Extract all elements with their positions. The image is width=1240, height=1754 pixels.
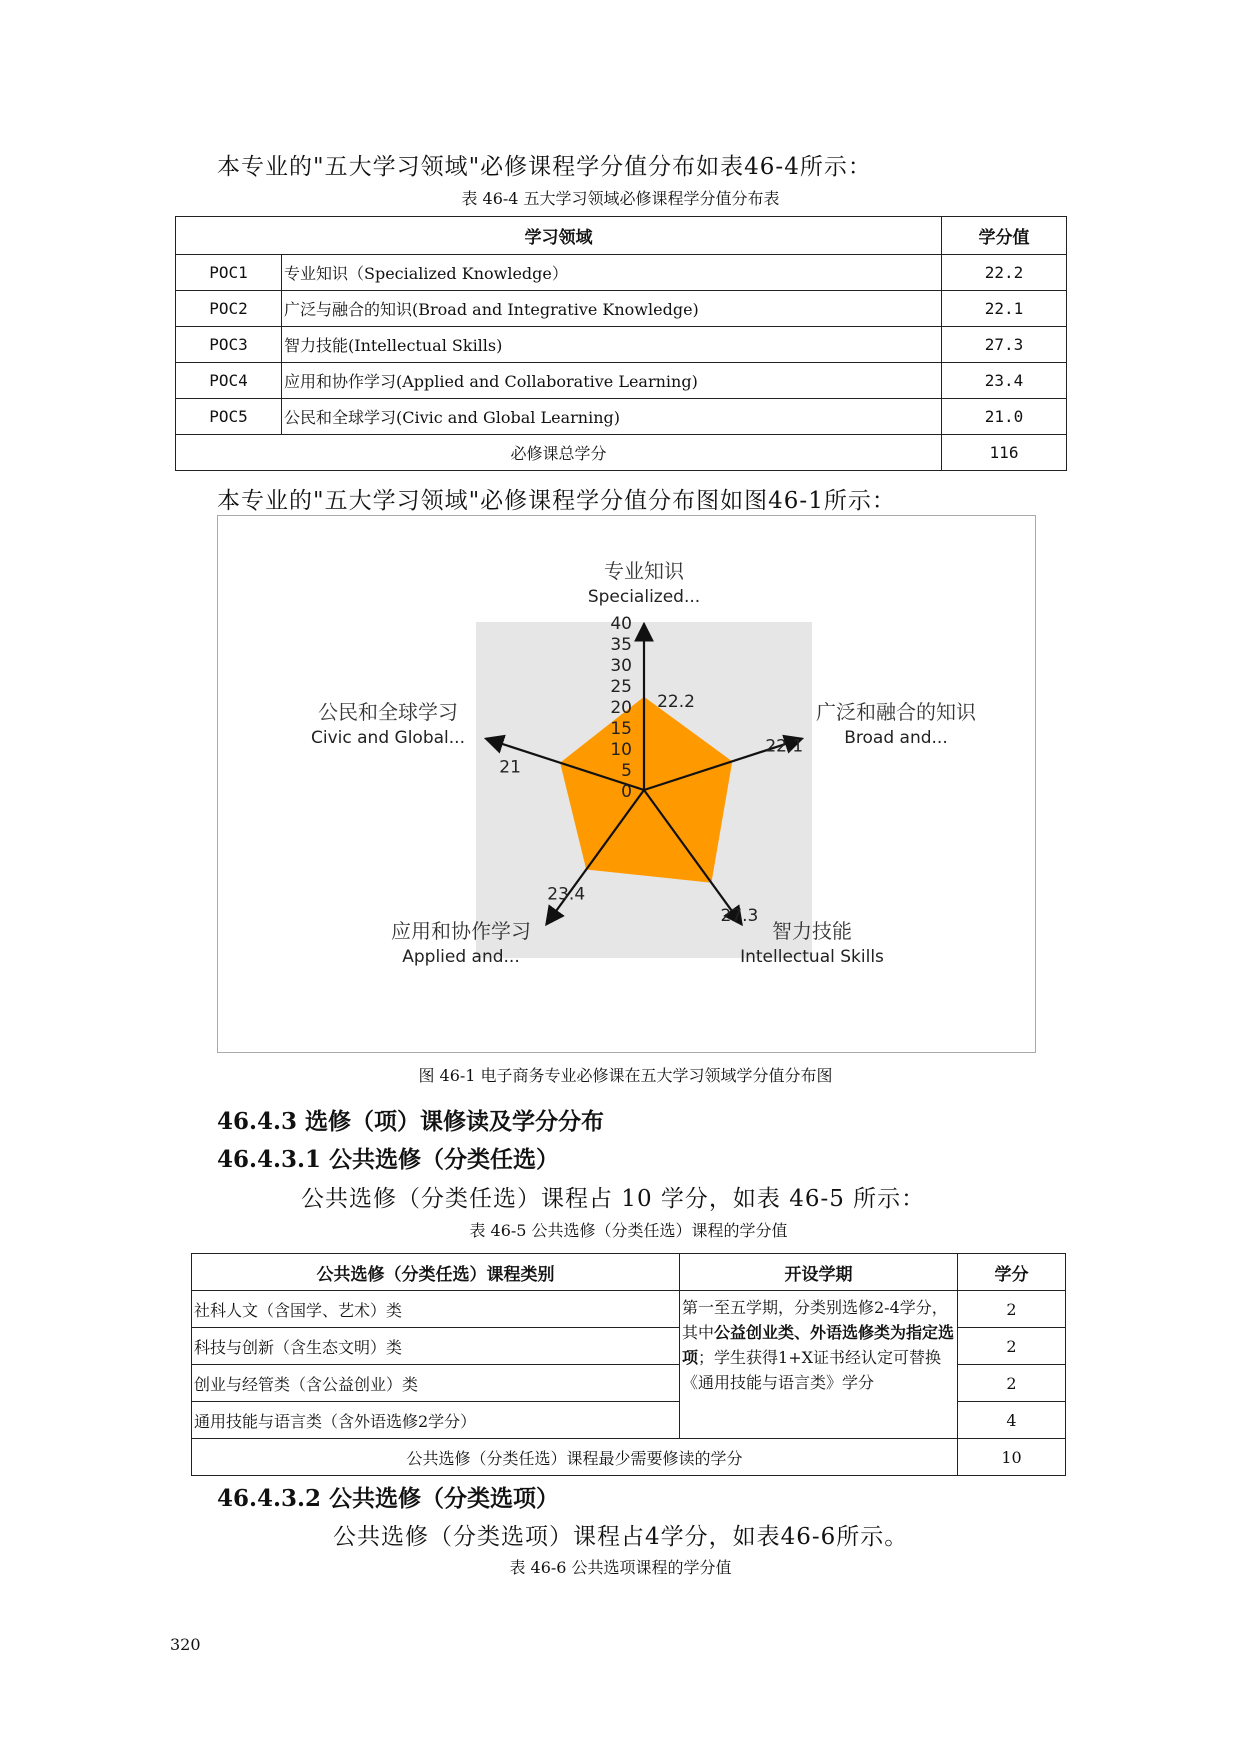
category-name: 社科人文（含国学、艺术）类 (192, 1291, 680, 1328)
axis-name-cn: 智力技能 (772, 919, 852, 943)
radial-tick-label: 25 (610, 677, 632, 697)
category-credit: 2 (958, 1291, 1066, 1328)
category-credit: 2 (958, 1365, 1066, 1402)
row-credit: 22.1 (942, 291, 1067, 327)
radial-tick-label: 30 (610, 656, 632, 676)
category-name: 通用技能与语言类（含外语选修2学分） (192, 1402, 680, 1439)
row-domain-name: 智力技能(Intellectual Skills) (282, 327, 942, 363)
data-label: 22.1 (765, 736, 804, 757)
data-label: 22.2 (657, 691, 695, 712)
header-category: 公共选修（分类任选）课程类别 (192, 1254, 680, 1291)
table-row (176, 363, 1067, 399)
radar-chart (217, 515, 1036, 1053)
intro-paragraph-1: 本专业的"五大学习领域"必修课程学分值分布如表46-4所示： (217, 154, 872, 180)
table-row (192, 1291, 1066, 1328)
axis-name-cn: 广泛和融合的知识 (816, 700, 976, 724)
axis-name-en: Applied and... (402, 947, 520, 967)
credit-distribution-table (175, 216, 1067, 471)
semester-description (680, 1291, 958, 1439)
data-label: 27.3 (720, 905, 759, 926)
axis-name-en: Intellectual Skills (740, 947, 884, 967)
axis-name-en: Civic and Global... (311, 728, 465, 748)
elective-paragraph: 公共选修（分类任选）课程占 10 学分，如表 46-5 所示： (301, 1186, 926, 1212)
radial-tick-label: 0 (621, 782, 632, 802)
row-credit: 22.2 (942, 255, 1067, 291)
header-credit-value: 学分值 (942, 217, 1067, 255)
total-row (192, 1439, 1066, 1476)
section-heading-46-4-3: 46.4.3 选修（项）课修读及学分分布 (217, 1108, 605, 1135)
header-credit: 学分 (958, 1254, 1066, 1291)
intro-paragraph-2: 本专业的"五大学习领域"必修课程学分值分布图如图46-1所示： (217, 488, 896, 514)
row-code: POC3 (176, 327, 282, 363)
row-credit: 21.0 (942, 399, 1067, 435)
axis-name-en: Broad and... (844, 728, 948, 748)
axis-name-cn: 专业知识 (604, 559, 684, 583)
row-domain-name: 应用和协作学习(Applied and Collaborative Learning) (282, 363, 942, 399)
row-code: POC1 (176, 255, 282, 291)
category-credit: 2 (958, 1328, 1066, 1365)
total-value: 116 (942, 435, 1067, 471)
row-domain-name: 公民和全球学习(Civic and Global Learning) (282, 399, 942, 435)
total-value: 10 (958, 1439, 1066, 1476)
section-heading-46-4-3-2: 46.4.3.2 公共选修（分类选项） (217, 1485, 560, 1512)
data-label: 23.4 (547, 884, 586, 905)
section-heading-46-4-3-1: 46.4.3.1 公共选修（分类任选） (217, 1146, 560, 1173)
semester-text-bold: 公益创业类、外语选修类为指定选项 (682, 1323, 955, 1367)
row-code: POC4 (176, 363, 282, 399)
total-label: 公共选修（分类任选）课程最少需要修读的学分 (192, 1439, 958, 1476)
axis-name-cn: 公民和全球学习 (318, 700, 458, 724)
row-credit: 23.4 (942, 363, 1067, 399)
radial-tick-label: 20 (610, 698, 632, 718)
total-label: 必修课总学分 (176, 435, 942, 471)
table-row (176, 291, 1067, 327)
radial-tick-label: 35 (610, 635, 632, 655)
axis-name-cn: 应用和协作学习 (391, 919, 531, 943)
table-46-6-caption: 表 46-6 公共选项课程的学分值 (509, 1558, 732, 1577)
row-code: POC5 (176, 399, 282, 435)
radial-tick-label: 15 (610, 719, 632, 739)
total-row (176, 435, 1067, 471)
radial-tick-label: 40 (610, 614, 632, 634)
semester-text-2: ；学生获得1+X证书经认定可替换《通用技能与语言类》学分 (682, 1348, 941, 1392)
row-code: POC2 (176, 291, 282, 327)
radar-chart-svg (218, 516, 1035, 1052)
header-learning-domain: 学习领域 (176, 217, 942, 255)
figure-46-1-caption: 图 46-1 电子商务专业必修课在五大学习领域学分值分布图 (418, 1066, 833, 1085)
page-number: 320 (170, 1635, 201, 1654)
semester-text-1: 第一至五学期，分类别选修2-4学分，其中 (682, 1298, 948, 1342)
row-credit: 27.3 (942, 327, 1067, 363)
table-row (176, 327, 1067, 363)
row-domain-name: 广泛与融合的知识(Broad and Integrative Knowledge) (282, 291, 942, 327)
category-name: 科技与创新（含生态文明）类 (192, 1328, 680, 1365)
header-semester: 开设学期 (680, 1254, 958, 1291)
radial-tick-label: 10 (610, 740, 632, 760)
elective-credit-table (191, 1253, 1066, 1476)
category-name: 创业与经管类（含公益创业）类 (192, 1365, 680, 1402)
data-label: 21 (499, 757, 521, 778)
row-domain-name: 专业知识（Specialized Knowledge） (282, 255, 942, 291)
category-credit: 4 (958, 1402, 1066, 1439)
table-row (176, 399, 1067, 435)
optional-paragraph: 公共选修（分类选项）课程占4学分，如表46-6所示。 (333, 1524, 909, 1550)
table-row (176, 255, 1067, 291)
table-46-5-caption: 表 46-5 公共选修（分类任选）课程的学分值 (469, 1221, 788, 1240)
axis-name-en: Specialized... (587, 587, 701, 607)
radial-tick-label: 5 (621, 761, 632, 781)
table-46-4-caption: 表 46-4 五大学习领域必修课程学分值分布表 (461, 189, 780, 208)
